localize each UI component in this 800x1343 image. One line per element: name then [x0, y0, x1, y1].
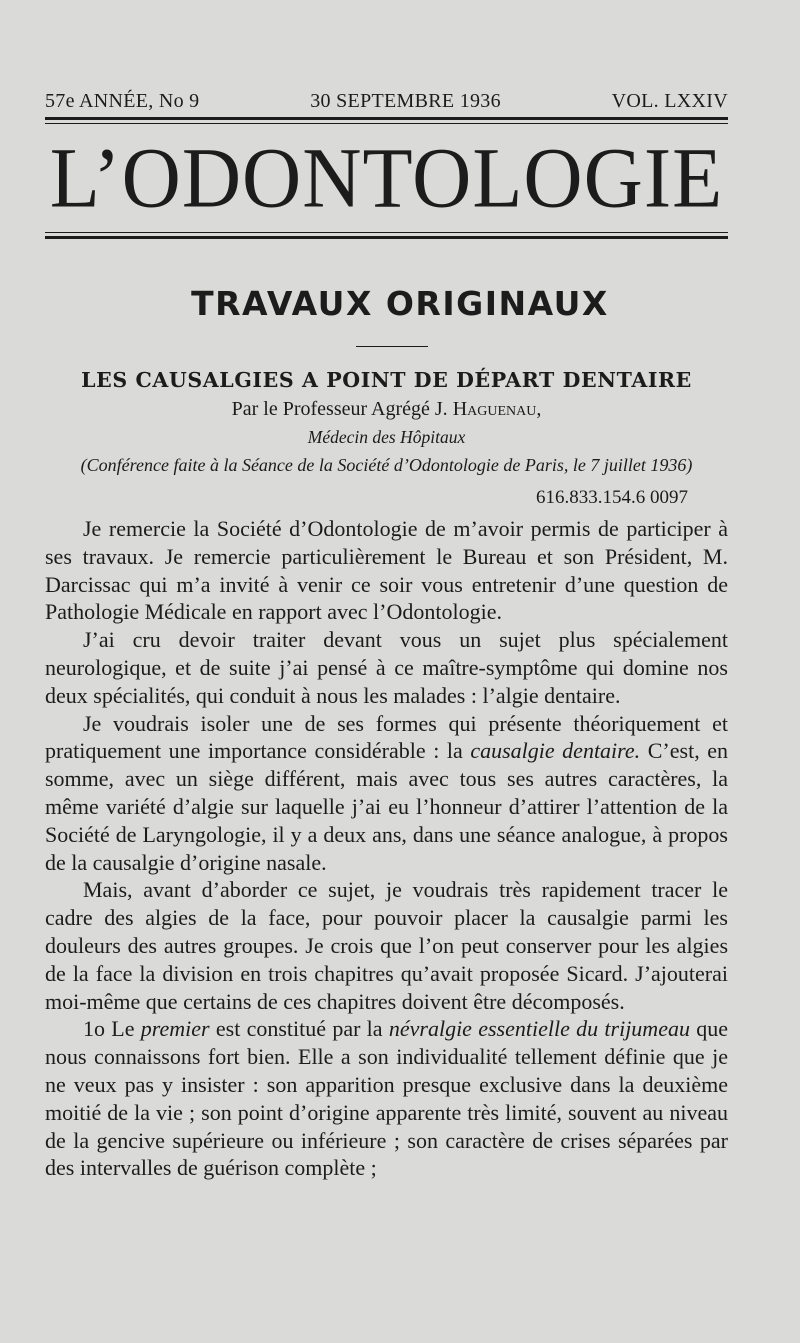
byline	[45, 398, 728, 421]
issue-date: 30 SEPTEMBRE 1936	[310, 90, 501, 112]
paragraph	[45, 1015, 728, 1182]
masthead-title: L’ODONTOLOGIE	[49, 129, 724, 226]
paragraph-text: que nous connaissons fort bien. Elle a son individualité tellement définie que je ne veux pas y insister : son apparition presque exclusive dans la deuxième moitié de la vie ; son point d’origine apparente très limité, souvent au niveau de la gencive supérieure ou inférieure ; son caractère de crises séparées par des intervalles de guérison complète ;	[45, 1016, 729, 1181]
byline-prefix: Par le Professeur Agrégé J.	[231, 398, 448, 420]
author-affiliation: Médecin des Hôpitaux	[307, 427, 466, 447]
article-body	[45, 515, 728, 1182]
masthead-rule-thick	[45, 236, 728, 239]
author-name: Haguenau,	[452, 398, 542, 420]
masthead-rule-thin	[45, 232, 728, 233]
conference-note: (Conférence faite à la Séance de la Société d’Odontologie de Paris, le 7 juillet 1936)	[80, 455, 693, 475]
section-divider	[356, 346, 428, 347]
paragraph: J’ai cru devoir traiter devant vous un sujet plus spécialement neurologique, et de suite j’ai pensé à ce maître-symptôme qui domine nos deux spécialités, qui conduit à nous les malades : l’algie dentaire.	[45, 627, 728, 708]
italic-term: premier	[140, 1016, 210, 1042]
paragraph: Je remercie la Société d’Odontologie de m’avoir permis de participer à ses travaux. Je remercie particulièrement le Bureau et son Président, M. Darcissac qui m’a invité à venir ce soir vous entretenir d’une question de Pathologie Médicale en rapport avec l’Odontologie.	[45, 516, 728, 625]
italic-term: causalgie dentaire.	[470, 738, 641, 764]
running-header	[45, 90, 728, 113]
paragraph-text: 1o Le	[83, 1016, 135, 1042]
article-title: LES CAUSALGIES A POINT DE DÉPART DENTAIRE	[81, 368, 692, 392]
paragraph-text: est constitué par la	[215, 1016, 383, 1042]
volume-number: VOL. LXXIV	[611, 90, 728, 112]
paragraph	[45, 710, 728, 877]
header-rule-thick	[45, 117, 728, 120]
paragraph: Mais, avant d’aborder ce sujet, je voudrais très rapidement tracer le cadre des algies de la face, pour pouvoir placer la causalgie parmi les douleurs des autres groupes. Je crois que l’on peut conserver pour les algies de la face la division en trois chapitres qu’avait proposée Sicard. J’ajouterai moi-même que certains de ces chapitres doivent être décomposés.	[45, 877, 728, 1014]
section-title: TRAVAUX ORIGINAUX	[191, 284, 609, 323]
paragraph-text: Je voudrais isoler une de ses formes qui présente théoriquement et pratiquement une importance considérable : la	[45, 710, 728, 764]
paragraph-text: C’est, en somme, avec un siège différent, mais avec tous ses autres caractères, la même variété d’algie sur laquelle j’ai eu l’honneur d’attirer l’attention de la Société de Laryngologie, il y a deux ans, dans une séance analogue, à propos de la causalgie d’origine nasale.	[45, 738, 729, 875]
issue-number: 57e ANNÉE, No 9	[45, 90, 200, 112]
classification-code: 616.833.154.6 0097	[536, 487, 688, 508]
italic-term: névralgie essentielle du trijumeau	[388, 1016, 690, 1042]
header-rule-thin	[45, 123, 728, 124]
